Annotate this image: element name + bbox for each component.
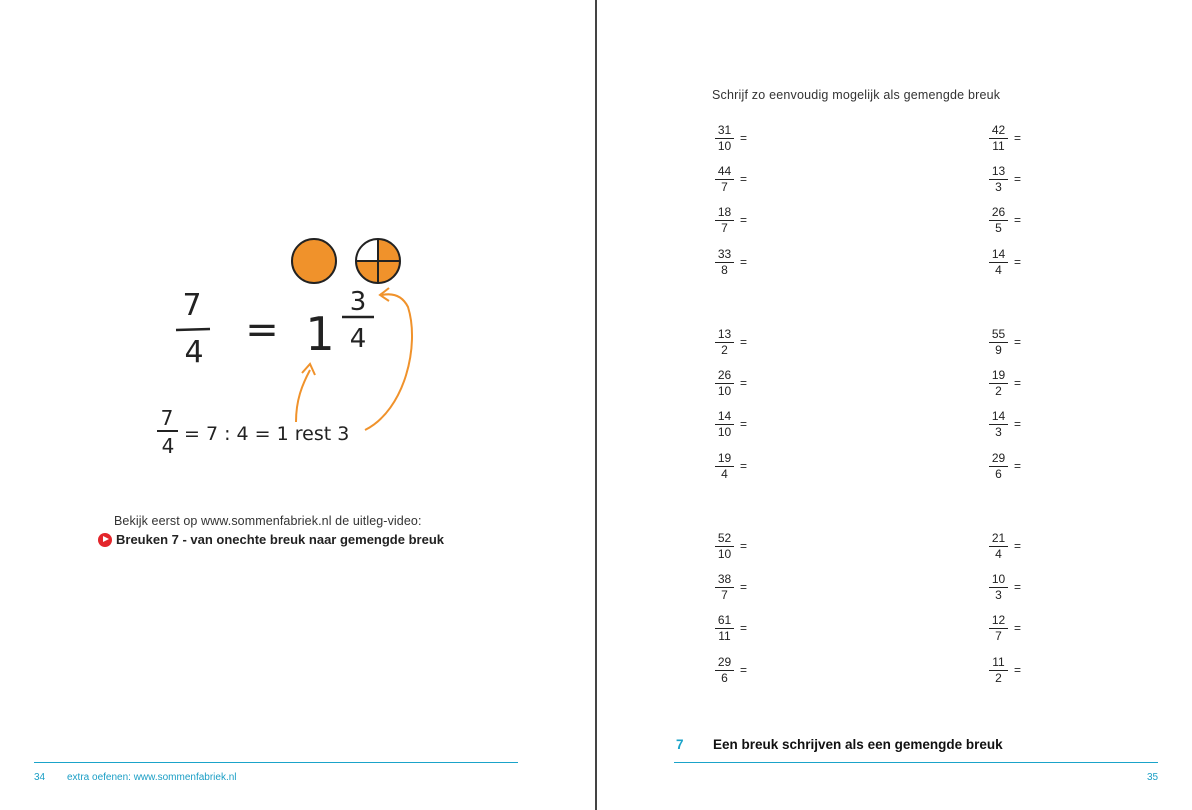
equals-sign: =: [1014, 539, 1022, 553]
fraction-numerator: 55: [991, 327, 1006, 341]
exercise-item: [715, 452, 813, 481]
fraction: [989, 248, 1008, 277]
big-fraction-denominator: 4: [184, 335, 204, 370]
equals-sign: =: [1014, 621, 1022, 635]
page-number-left: 34: [34, 772, 46, 783]
chapter-number: 7: [676, 737, 684, 752]
exercise-item: [715, 614, 813, 643]
fraction-denominator: 2: [995, 671, 1002, 685]
result-numerator: 3: [349, 287, 367, 317]
fraction-numerator: 14: [991, 409, 1006, 423]
video-title[interactable]: Breuken 7 - van onechte breuk naar gemengde breuk: [116, 532, 444, 547]
fraction-illustration: [130, 225, 450, 475]
exercise-item: [989, 206, 1087, 235]
exercise-item: [715, 328, 813, 357]
exercise-item: [989, 369, 1087, 398]
equals-sign: =: [1014, 417, 1022, 431]
fraction: [715, 369, 734, 398]
fraction-denominator: 9: [995, 343, 1002, 357]
equals-sign: =: [740, 417, 748, 431]
play-icon[interactable]: [98, 533, 112, 547]
answer-blank[interactable]: [753, 413, 813, 437]
answer-blank[interactable]: [1027, 331, 1087, 355]
fraction-denominator: 3: [995, 588, 1002, 602]
exercise-item: [989, 452, 1087, 481]
fraction: [989, 532, 1008, 561]
fraction-numerator: 44: [717, 164, 732, 178]
fraction-denominator: 7: [721, 588, 728, 602]
small-fraction-numerator: 7: [160, 406, 174, 430]
fraction: [715, 248, 734, 277]
fraction: [715, 410, 734, 439]
fraction: [989, 452, 1008, 481]
exercise-item: [989, 532, 1087, 561]
chapter-title: Een breuk schrijven als een gemengde breuk: [713, 737, 1003, 752]
equals-sign: =: [740, 621, 748, 635]
exercise-item: [989, 124, 1087, 153]
equals-sign: =: [1014, 376, 1022, 390]
answer-blank[interactable]: [753, 576, 813, 600]
fraction: [715, 124, 734, 153]
answer-blank[interactable]: [1027, 617, 1087, 641]
fraction-denominator: 3: [995, 425, 1002, 439]
fraction: [715, 614, 734, 643]
fraction-numerator: 12: [991, 613, 1006, 627]
big-equals-sign: =: [245, 307, 279, 353]
footer-rule-left: [34, 762, 518, 763]
answer-blank[interactable]: [1027, 209, 1087, 233]
fraction: [715, 573, 734, 602]
fraction-denominator: 3: [995, 180, 1002, 194]
division-explanation: = 7 : 4 = 1 rest 3: [184, 423, 350, 445]
fraction: [715, 532, 734, 561]
fraction-numerator: 26: [991, 205, 1006, 219]
video-intro-text: Bekijk eerst op www.sommenfabriek.nl de uitleg-video:: [114, 514, 422, 528]
fraction-numerator: 19: [991, 368, 1006, 382]
three-quarter-circle-icon: [356, 239, 400, 283]
answer-blank[interactable]: [1027, 413, 1087, 437]
answer-blank[interactable]: [753, 617, 813, 641]
fraction: [989, 656, 1008, 685]
equals-sign: =: [740, 213, 748, 227]
exercise-item: [989, 410, 1087, 439]
equals-sign: =: [740, 172, 748, 186]
fraction: [989, 573, 1008, 602]
equals-sign: =: [740, 663, 748, 677]
fraction-denominator: 7: [721, 221, 728, 235]
fraction: [715, 328, 734, 357]
answer-blank[interactable]: [753, 209, 813, 233]
fraction-numerator: 13: [717, 327, 732, 341]
fraction: [989, 328, 1008, 357]
answer-blank[interactable]: [753, 331, 813, 355]
exercise-item: [715, 248, 813, 277]
answer-blank[interactable]: [1027, 455, 1087, 479]
fraction: [715, 165, 734, 194]
exercise-item: [989, 573, 1087, 602]
exercise-item: [715, 369, 813, 398]
fraction: [715, 452, 734, 481]
exercise-item: [989, 614, 1087, 643]
footer-rule-right: [674, 762, 1158, 763]
fraction-numerator: 29: [991, 451, 1006, 465]
answer-blank[interactable]: [1027, 251, 1087, 275]
fraction-numerator: 11: [992, 655, 1005, 669]
equals-sign: =: [1014, 213, 1022, 227]
fraction-numerator: 18: [717, 205, 732, 219]
video-link[interactable]: [98, 532, 444, 547]
equals-sign: =: [1014, 580, 1022, 594]
equals-sign: =: [740, 255, 748, 269]
big-fraction-bar: [176, 329, 210, 330]
answer-blank[interactable]: [1027, 659, 1087, 683]
exercise-item: [715, 656, 813, 685]
arrow-to-remainder-icon: [365, 294, 412, 430]
fraction-numerator: 42: [991, 123, 1006, 137]
fraction: [989, 206, 1008, 235]
fraction-numerator: 38: [717, 572, 732, 586]
fraction: [989, 124, 1008, 153]
exercise-item: [989, 165, 1087, 194]
answer-blank[interactable]: [753, 535, 813, 559]
footer-website: extra oefenen: www.sommenfabriek.nl: [67, 772, 237, 783]
fraction-denominator: 10: [717, 547, 732, 561]
answer-blank[interactable]: [1027, 576, 1087, 600]
fraction-numerator: 26: [717, 368, 732, 382]
equals-sign: =: [1014, 335, 1022, 349]
equals-sign: =: [740, 539, 748, 553]
fraction-denominator: 2: [995, 384, 1002, 398]
answer-blank[interactable]: [1027, 168, 1087, 192]
exercise-item: [715, 165, 813, 194]
answer-blank[interactable]: [753, 455, 813, 479]
whole-number: 1: [305, 307, 335, 361]
answer-blank[interactable]: [1027, 372, 1087, 396]
exercise-item: [989, 656, 1087, 685]
fraction-numerator: 13: [991, 164, 1006, 178]
fraction: [989, 410, 1008, 439]
exercise-item: [715, 410, 813, 439]
answer-blank[interactable]: [753, 251, 813, 275]
exercise-item: [715, 206, 813, 235]
fraction: [989, 614, 1008, 643]
instruction-text: Schrijf zo eenvoudig mogelijk als gemengde breuk: [712, 88, 1001, 102]
fraction: [715, 206, 734, 235]
fraction-numerator: 52: [717, 531, 732, 545]
fraction: [989, 165, 1008, 194]
fraction-denominator: 4: [721, 467, 728, 481]
fraction-denominator: 7: [995, 629, 1002, 643]
equals-sign: =: [1014, 255, 1022, 269]
equals-sign: =: [740, 376, 748, 390]
fraction-numerator: 31: [717, 123, 732, 137]
fraction-denominator: 2: [721, 343, 728, 357]
equals-sign: =: [740, 459, 748, 473]
fraction-denominator: 10: [717, 139, 732, 153]
exercise-item: [989, 248, 1087, 277]
answer-blank[interactable]: [753, 168, 813, 192]
fraction-denominator: 4: [995, 547, 1002, 561]
fraction-numerator: 33: [717, 247, 732, 261]
answer-blank[interactable]: [753, 659, 813, 683]
answer-blank[interactable]: [1027, 535, 1087, 559]
fraction-denominator: 7: [721, 180, 728, 194]
arrow-to-whole-icon: [296, 370, 310, 422]
fraction-numerator: 21: [991, 531, 1006, 545]
equals-sign: =: [1014, 172, 1022, 186]
fraction-denominator: 10: [717, 425, 732, 439]
fraction-denominator: 11: [718, 629, 731, 643]
small-fraction-denominator: 4: [161, 434, 175, 458]
answer-blank[interactable]: [753, 127, 813, 151]
exercise-item: [715, 532, 813, 561]
equals-sign: =: [1014, 131, 1022, 145]
equals-sign: =: [740, 131, 748, 145]
exercise-item: [715, 573, 813, 602]
fraction-denominator: 4: [995, 263, 1002, 277]
fraction-numerator: 29: [717, 655, 732, 669]
answer-blank[interactable]: [753, 372, 813, 396]
whole-circle-icon: [292, 239, 336, 283]
right-page: [597, 0, 1192, 810]
fraction-numerator: 10: [991, 572, 1006, 586]
fraction-numerator: 14: [991, 247, 1006, 261]
equals-sign: =: [1014, 663, 1022, 677]
fraction-numerator: 19: [717, 451, 732, 465]
page-number-right: 35: [1147, 772, 1159, 783]
exercise-item: [715, 124, 813, 153]
equals-sign: =: [740, 580, 748, 594]
answer-blank[interactable]: [1027, 127, 1087, 151]
fraction-denominator: 5: [995, 221, 1002, 235]
fraction-numerator: 61: [717, 613, 732, 627]
fraction-denominator: 10: [717, 384, 732, 398]
result-denominator: 4: [349, 324, 367, 354]
fraction-denominator: 11: [992, 139, 1005, 153]
big-fraction-numerator: 7: [182, 288, 202, 323]
equals-sign: =: [1014, 459, 1022, 473]
fraction-denominator: 6: [995, 467, 1002, 481]
fraction: [715, 656, 734, 685]
fraction: [989, 369, 1008, 398]
equals-sign: =: [740, 335, 748, 349]
fraction-numerator: 14: [717, 409, 732, 423]
fraction-denominator: 8: [721, 263, 728, 277]
fraction-denominator: 6: [721, 671, 728, 685]
exercise-item: [989, 328, 1087, 357]
